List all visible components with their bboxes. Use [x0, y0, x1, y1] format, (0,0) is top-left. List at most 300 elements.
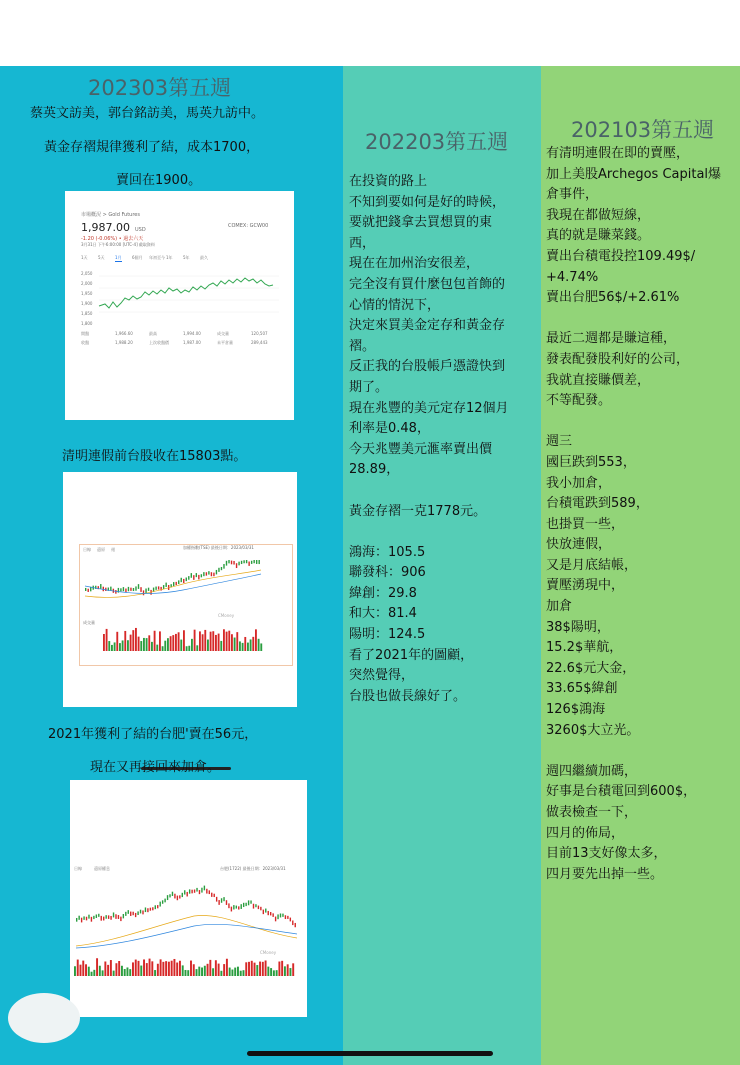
candle	[138, 584, 139, 589]
volume-bar	[114, 642, 116, 651]
home-indicator	[247, 1051, 493, 1056]
range-tab[interactable]: 1月	[115, 255, 122, 260]
candle	[96, 914, 97, 917]
candle	[201, 574, 202, 577]
candle	[199, 890, 200, 894]
volume-bar	[281, 961, 283, 976]
candle	[258, 560, 259, 564]
note-line: 3260$大立光。	[546, 722, 640, 738]
candle	[228, 560, 229, 563]
volume-bar	[140, 641, 142, 651]
volume-bar	[126, 967, 128, 976]
candle	[179, 895, 180, 898]
volume-bar	[278, 962, 280, 976]
note-line: 33.65$緯創	[546, 681, 618, 697]
volume-bar	[198, 967, 200, 976]
volume-bar	[110, 960, 112, 976]
volume-bar	[149, 959, 151, 976]
range-tab[interactable]: 5天	[98, 255, 105, 260]
candle	[211, 893, 212, 897]
stat-cell: 120,507	[251, 331, 268, 336]
candle	[143, 590, 144, 595]
candle	[263, 910, 264, 915]
note-line: 做表檢查一下，	[546, 805, 638, 820]
note-line: 真的就是賺菜錢。	[546, 228, 651, 244]
candle	[275, 917, 276, 922]
candle	[280, 913, 281, 917]
candle	[211, 572, 212, 576]
twse-candles	[83, 556, 263, 616]
volume-bar	[228, 631, 230, 651]
candle	[123, 914, 124, 918]
volume-bar	[146, 638, 148, 651]
volume-bar	[96, 958, 98, 976]
volume-bar	[250, 639, 252, 651]
note-line: 賣出台積電投控109.49$/	[546, 248, 696, 264]
candle	[253, 904, 254, 909]
volume-bar	[175, 634, 177, 651]
candle	[241, 561, 242, 564]
note-text	[546, 144, 736, 885]
volume-bar	[254, 963, 256, 976]
candle	[157, 905, 158, 908]
volume-bar	[108, 641, 110, 651]
volume-bar	[143, 638, 145, 651]
volume-bar	[223, 629, 225, 651]
range-tab[interactable]: 年初至今	[149, 255, 165, 260]
volume-bar	[151, 642, 153, 651]
candle	[83, 916, 84, 919]
note-line: 現在兆豐的美元定存12個月	[349, 400, 509, 416]
volume-bar	[226, 959, 228, 976]
note-line: 15.2$華航，	[546, 640, 623, 656]
candle	[133, 588, 134, 591]
candle	[110, 916, 111, 920]
note-line: 突然覺得，	[349, 668, 415, 684]
volume-bar	[237, 967, 239, 976]
note-line: 決定來買美金定存和黃金存	[349, 318, 506, 334]
volume-bar	[85, 964, 87, 976]
volume-bar	[196, 969, 198, 976]
volume-bar	[204, 966, 206, 976]
candle	[231, 907, 232, 912]
volume-bar	[256, 965, 258, 976]
note-line: 不知到要如何是好的時候，	[349, 194, 506, 210]
volume-bar	[204, 630, 206, 651]
volume-bar	[180, 640, 182, 651]
note-line: 賣壓湧現中，	[546, 578, 625, 594]
note-line: 黃金存褶規律獲利了結，成本1700，	[44, 140, 260, 155]
candle	[140, 587, 141, 592]
candle	[253, 560, 254, 563]
candle	[105, 588, 106, 591]
stat-cell: 289,443	[251, 340, 268, 345]
stat-cell: 1,994.00	[183, 331, 201, 336]
note-line: 我就直接賺價差，	[546, 372, 651, 388]
volume-bar	[273, 970, 275, 976]
candle	[167, 895, 168, 900]
candle	[255, 904, 256, 907]
note-line: 蔡英文訪美，郭台銘訪美，馬英九訪中。	[30, 106, 265, 121]
volume-bar	[234, 638, 236, 651]
volume-bar	[138, 637, 140, 651]
volume-bar	[157, 964, 159, 976]
column-2021	[541, 66, 740, 1065]
volume-bar	[74, 966, 76, 976]
volume-bar	[106, 629, 108, 651]
note-line: 發表配發股利好的公司，	[546, 351, 690, 367]
note-line: 國巨跌到553，	[546, 454, 636, 470]
note-line: 不等配發。	[546, 393, 612, 409]
range-tab[interactable]: 6個月	[132, 255, 143, 260]
candle	[88, 915, 89, 919]
candle	[181, 578, 182, 582]
candle	[208, 571, 209, 574]
candle	[295, 923, 296, 927]
volume-bar	[215, 635, 217, 651]
note-line	[349, 522, 535, 543]
volume-bar	[223, 964, 225, 976]
gold-unit: USD	[135, 227, 146, 233]
note-line: 也掛買一些，	[546, 516, 625, 532]
volume-bar	[130, 635, 132, 651]
note-line: 看了2021年的圖顧，	[349, 647, 474, 663]
candle	[128, 910, 129, 914]
candle	[108, 915, 109, 919]
volume-bar	[132, 962, 134, 976]
candle	[188, 576, 189, 580]
stat-cell: 1,988.20	[115, 340, 133, 345]
candle	[162, 900, 163, 903]
candle	[142, 910, 143, 914]
candle	[201, 888, 202, 893]
candle	[81, 918, 82, 923]
candle	[272, 913, 273, 917]
volume-bar	[118, 961, 120, 976]
candle	[231, 561, 232, 565]
volume-bar	[201, 967, 203, 976]
candle	[169, 894, 170, 897]
range-tab[interactable]: 1天	[81, 255, 88, 260]
volume-bar	[220, 641, 222, 651]
volume-bar	[138, 961, 140, 976]
gold-exchange: COMEX: GCW00	[228, 223, 269, 229]
volume-bar	[164, 641, 166, 651]
volume-bar	[160, 959, 162, 976]
volume-bar	[190, 961, 192, 976]
gold-price: 1,987.00	[81, 221, 130, 234]
volume-bar	[252, 637, 254, 651]
tab-adjusted: 還原權息	[94, 866, 110, 871]
note-line: 西，	[349, 235, 376, 251]
stat-cell: 未平倉量	[217, 340, 233, 345]
volume-bar	[151, 961, 153, 976]
stat-cell: 1,987.00	[183, 340, 201, 345]
note-line: 目前13支好像太多，	[546, 846, 667, 862]
candle	[148, 588, 149, 591]
note-line	[546, 412, 736, 433]
fert-candles	[74, 876, 299, 956]
candle	[187, 892, 188, 897]
candle	[245, 903, 246, 906]
candle	[130, 912, 131, 916]
note-line: 加上美股Archegos Capital爆	[546, 166, 722, 182]
volume-bar	[239, 641, 241, 651]
candle	[125, 589, 126, 593]
candle	[183, 579, 184, 583]
candle	[113, 912, 114, 917]
note-line: 現在在加州治安很差，	[349, 256, 480, 272]
note-line: 38$陽明，	[546, 619, 610, 635]
candle	[216, 570, 217, 574]
candle	[277, 914, 278, 919]
candle	[265, 909, 266, 913]
volume-bar	[88, 967, 90, 976]
volume-bar	[251, 961, 253, 976]
note-line: 心情的情況下，	[349, 297, 441, 313]
volume-bar	[196, 645, 198, 651]
volume-bar	[183, 630, 185, 651]
note-line: 有清明連假在即的賣壓，	[546, 146, 690, 161]
stat-cell: 最高	[149, 331, 157, 336]
candle	[130, 588, 131, 591]
volume-bar	[267, 967, 269, 976]
volume-bar	[154, 970, 156, 976]
note-line: 28.89，	[349, 462, 400, 478]
note-line: 現在又再接回來加倉。	[90, 760, 221, 775]
candle	[268, 911, 269, 915]
note-line: 我現在都做短線，	[546, 207, 651, 223]
note-line: 週三	[546, 434, 573, 450]
volume-bar	[77, 960, 79, 976]
candle	[213, 573, 214, 577]
candle	[105, 915, 106, 919]
candle	[282, 914, 283, 917]
candle	[103, 587, 104, 592]
watermark: CMoney	[218, 613, 235, 618]
candle	[194, 890, 195, 893]
volume-bar	[255, 629, 257, 651]
candle	[248, 562, 249, 566]
note-line: 要就把錢拿去買想買的東	[349, 215, 493, 231]
candle	[226, 561, 227, 566]
stat-cell: 收盤	[81, 340, 89, 345]
note-line: 我小加倉，	[546, 475, 612, 491]
volume-bar	[182, 965, 184, 976]
tab-weekly: 週	[111, 547, 115, 552]
note-line: 倉事件，	[546, 187, 599, 203]
candle	[292, 920, 293, 925]
candle	[258, 906, 259, 910]
candle	[86, 917, 87, 921]
volume-bar	[229, 968, 231, 976]
candle	[260, 907, 261, 911]
volume-bar	[226, 632, 228, 651]
candle	[285, 915, 286, 919]
candle	[152, 907, 153, 910]
volume-bar	[111, 645, 113, 651]
candle	[164, 899, 165, 903]
note-line	[546, 741, 736, 762]
column-2022	[343, 66, 541, 1065]
volume-bar	[107, 965, 109, 976]
volume-bar	[248, 962, 250, 976]
volume-bar	[236, 632, 238, 651]
candle	[115, 590, 116, 594]
note-line: 加倉	[546, 599, 573, 615]
candle	[91, 917, 92, 922]
candle	[196, 573, 197, 577]
candle	[206, 889, 207, 894]
volume-bar	[129, 969, 131, 976]
volume-bar	[121, 966, 123, 976]
candle	[218, 900, 219, 905]
volume-bar	[165, 961, 167, 976]
gold-line-chart	[79, 266, 289, 318]
candle	[150, 908, 151, 911]
note-line: 利率是0.48，	[349, 421, 430, 437]
candle	[203, 572, 204, 576]
candle	[140, 910, 141, 914]
note-line: 聯發科：906	[349, 565, 426, 581]
fert-volume-bars	[74, 958, 299, 978]
candle	[88, 589, 89, 592]
volume-bar	[244, 637, 246, 651]
week-title: 202303第五週	[88, 76, 232, 100]
volume-bar	[115, 963, 117, 976]
volume-bar	[194, 630, 196, 651]
volume-bar	[122, 640, 124, 651]
volume-bar	[80, 965, 82, 976]
candle	[186, 578, 187, 582]
note-line: 台積電跌到589，	[546, 496, 649, 512]
note-line: 和大：81.4	[349, 606, 417, 622]
note-line: 22.6$元大金，	[546, 660, 636, 676]
volume-bar	[258, 639, 260, 651]
y-tick-label: 2,050	[81, 271, 93, 276]
candle	[226, 900, 227, 905]
candle	[251, 561, 252, 564]
volume-bar	[104, 961, 106, 976]
note-line: 賣回在1900。	[116, 173, 202, 188]
candle	[103, 917, 104, 921]
candle	[233, 905, 234, 909]
note-line: 在投資的路上	[349, 174, 428, 189]
candle	[137, 911, 138, 915]
volume-bar	[176, 963, 178, 976]
volume-bar	[135, 960, 137, 976]
candle	[174, 894, 175, 899]
range-tab[interactable]: 1年	[166, 255, 173, 260]
candle	[236, 906, 237, 909]
note-line: 好事是台積電回到600$，	[546, 784, 697, 800]
volume-bar	[234, 968, 236, 976]
candle	[198, 575, 199, 580]
volume-bar	[243, 970, 245, 976]
candle	[223, 897, 224, 901]
volume-bar	[193, 964, 195, 976]
volume-bar	[245, 962, 247, 976]
candle	[101, 916, 102, 921]
candle	[177, 896, 178, 901]
volume-bar	[119, 643, 121, 651]
note-line: 褶。	[349, 338, 376, 354]
gold-timestamp: 3月31日 下午6:00:00 [UTC-4] 截取資料	[81, 242, 155, 247]
week-title: 202203第五週	[365, 130, 509, 154]
volume-bar	[287, 964, 289, 976]
note-line: +4.74%	[546, 269, 599, 285]
candle	[120, 917, 121, 921]
candle	[125, 912, 126, 916]
candle	[172, 892, 173, 896]
volume-bar	[270, 968, 272, 976]
candle	[178, 580, 179, 584]
candle	[76, 918, 77, 922]
candle	[110, 587, 111, 591]
volume-bar	[289, 968, 291, 976]
note-line	[546, 309, 736, 330]
range-tab[interactable]: 最久	[200, 255, 208, 260]
range-tab[interactable]: 5年	[183, 255, 190, 260]
candle	[145, 907, 146, 912]
note-text	[349, 172, 535, 707]
volume-bar	[82, 961, 84, 976]
volume-bar	[262, 962, 264, 976]
volume-bar	[171, 961, 173, 976]
candle	[246, 560, 247, 563]
volume-bar	[93, 970, 95, 976]
volume-bar	[212, 631, 214, 651]
volume-bar	[284, 966, 286, 976]
volume-bar	[170, 636, 172, 651]
note-line: 緯創：29.8	[349, 585, 417, 601]
y-tick-label: 1,950	[81, 291, 93, 296]
volume-bar	[127, 640, 129, 651]
candle	[238, 906, 239, 909]
volume-bar	[276, 970, 278, 976]
candle	[147, 908, 148, 912]
week-title: 202103第五週	[571, 118, 715, 142]
volume-bar	[178, 632, 180, 651]
candle	[118, 915, 119, 919]
volume-bar	[124, 969, 126, 976]
candle	[204, 886, 205, 891]
fert-header: 台肥(1722) 最後日期：2023/03/31	[220, 866, 286, 871]
note-line: 反正我的台股帳戶憑證快到	[349, 359, 506, 375]
candle	[287, 916, 288, 919]
volume-bar	[156, 645, 158, 651]
candle	[173, 582, 174, 586]
volume-bar	[215, 960, 217, 976]
candle	[243, 903, 244, 907]
candle	[256, 560, 257, 564]
volume-bar	[113, 971, 115, 976]
candle	[165, 583, 166, 587]
volume-bar	[218, 964, 220, 976]
candle	[243, 560, 244, 563]
volume-bar	[242, 643, 244, 651]
stat-cell: 上次收盤價	[149, 340, 169, 345]
candle	[184, 890, 185, 894]
volume-bar	[187, 970, 189, 976]
twse-header: 加權指數(TSE) 最後日期：2023/03/31	[183, 545, 254, 550]
note-line: 陽明：124.5	[349, 627, 426, 643]
volume-bar	[186, 646, 188, 651]
candle	[191, 573, 192, 578]
volume-bar	[231, 970, 233, 976]
volume-bar	[247, 643, 249, 651]
y-tick-label: 1,850	[81, 311, 93, 316]
